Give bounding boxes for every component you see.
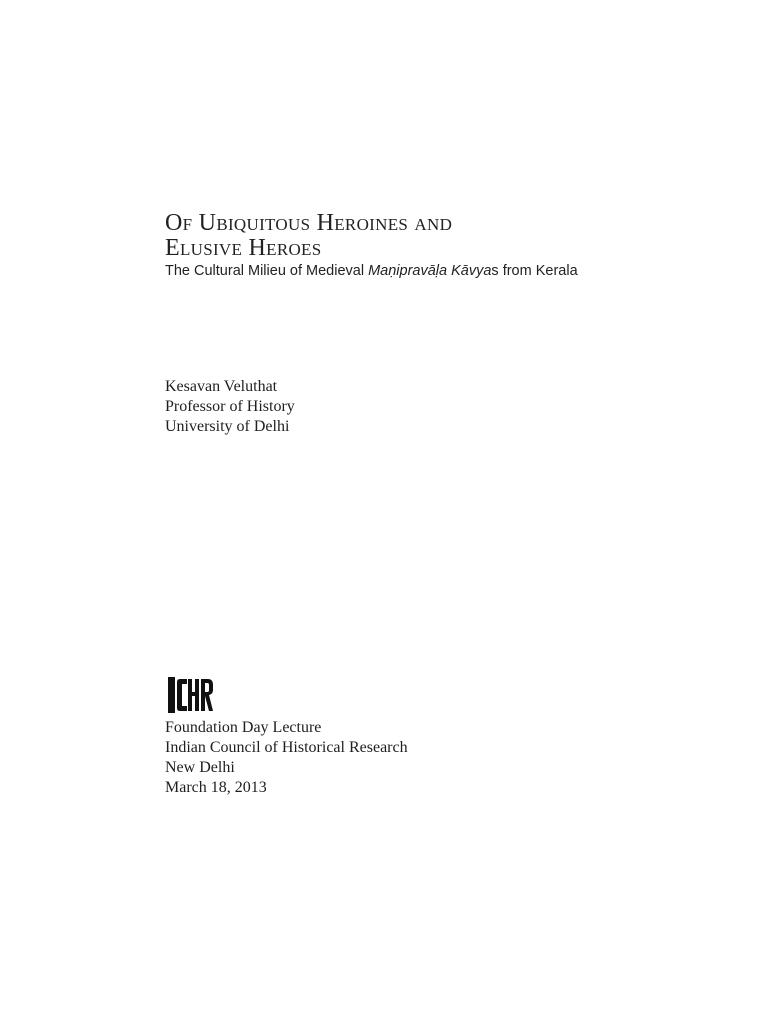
footer-block	[165, 718, 408, 798]
subtitle-italic: Maṇipravāḷa Kāvya	[368, 263, 492, 279]
lecture-name: Foundation Day Lecture	[165, 719, 322, 736]
subtitle-prefix: The Cultural Milieu of Medieval	[165, 263, 369, 279]
author-position: Professor of History	[165, 398, 295, 415]
title-block	[165, 211, 685, 280]
subtitle	[165, 262, 685, 280]
title-line-1: Of Ubiquitous Heroines and	[165, 210, 453, 236]
subtitle-suffix: s from Kerala	[491, 263, 578, 279]
organization-name: Indian Council of Historical Research	[165, 739, 408, 756]
author-name: Kesavan Veluthat	[165, 378, 278, 395]
author-block	[165, 377, 295, 437]
lecture-date: March 18, 2013	[165, 779, 267, 796]
city: New Delhi	[165, 759, 235, 776]
author-institution: University of Delhi	[165, 418, 290, 435]
title-line-2: Elusive Heroes	[165, 235, 322, 261]
ichr-logo-icon	[168, 677, 214, 713]
